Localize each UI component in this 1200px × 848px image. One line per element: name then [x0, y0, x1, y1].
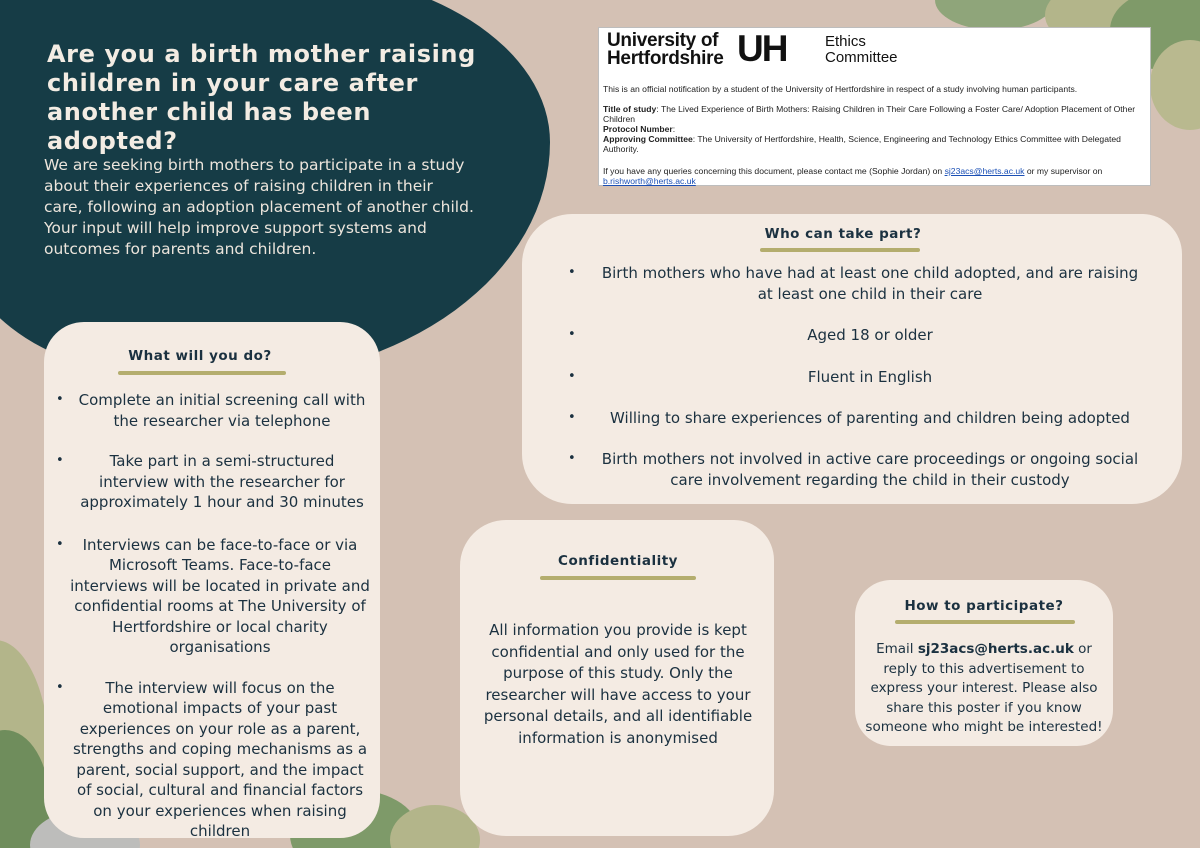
how-to-participate-underline: [895, 620, 1075, 624]
who-can-take-part-title: Who can take part?: [764, 226, 922, 242]
ethics-contact: If you have any queries concerning this document, please contact me (Sophie Jordan) on sj23acs@herts.ac.uk or my supervisor on b.rishworth@herts.ac.uk: [603, 166, 1103, 186]
list-item: • Interviews can be face-to-face or via Microsoft Teams. Face-to-face interviews will be located in private and confidential rooms at The University of Hertfordshire or local charity organisations: [56, 535, 370, 656]
what-you-do-underline: [118, 371, 286, 375]
how-to-participate-title: How to participate?: [904, 598, 1064, 614]
intro-text: We are seeking birth mothers to participate in a study about their experiences of raising children in their care, following an adoption placement of another child. Your input will help improve support systems and outcomes for parents and children.: [44, 156, 474, 258]
confidentiality-text: All information you provide is kept confidential and only used for the purpose of this study. Only the researcher will have access to your personal details, and all identifiable information is anonymised: [483, 621, 753, 747]
supervisor-email-link[interactable]: b.rishworth@herts.ac.uk: [603, 176, 696, 186]
list-item: • Birth mothers not involved in active care proceedings or ongoing social care involvement regarding the child in their custody: [568, 450, 1139, 489]
what-you-do-title: What will you do?: [128, 348, 272, 364]
ethics-protocol: Protocol Number:: [603, 124, 676, 134]
contact-email-link[interactable]: sj23acs@herts.ac.uk: [944, 166, 1025, 176]
list-item: • Complete an initial screening call with the researcher via telephone: [56, 391, 366, 430]
who-can-take-part-underline: [760, 248, 920, 252]
ethics-notice-text: This is an official notification by a student of the University of Hertfordshire in respect of a study involving human participants.: [603, 84, 1078, 94]
who-can-take-part-list: [568, 263, 1156, 490]
what-you-do-list: [56, 390, 376, 842]
confidentiality-title: Confidentiality: [558, 553, 678, 569]
list-item: • Willing to share experiences of parenting and children being adopted: [568, 409, 1130, 427]
ethics-committee-label: Ethics Committee: [825, 33, 898, 66]
list-item: • Fluent in English: [568, 368, 933, 386]
list-item: • The interview will focus on the emotional impacts of your past experiences on your role as a parent, strengths and coping mechanisms as a parent, social support, and the impact of social, cultural and financial factors on your experiences when raising children: [56, 678, 368, 840]
ethics-study-title: Title of study: The Lived Experience of Birth Mothers: Raising Children in Their Care Following a Foster Care/ Adoption Placement of Other Children: [603, 104, 1136, 124]
confidentiality-underline: [540, 576, 696, 580]
list-item: • Birth mothers who have had at least one child adopted, and are raising at least one child in their care: [568, 264, 1139, 303]
participate-email[interactable]: sj23acs@herts.ac.uk: [917, 641, 1074, 657]
uh-logo: UH: [737, 28, 787, 69]
list-item: • Take part in a semi-structured interview with the researcher for approximately 1 hour and 30 minutes: [56, 452, 364, 511]
how-to-participate-text: Email sj23acs@herts.ac.uk or reply to this advertisement to express your interest. Please also share this poster if you know someone who might be interested!: [865, 641, 1103, 735]
ethics-approving-committee: Approving Committee: The University of Hertfordshire, Health, Science, Engineering and Technology Ethics Committee with Delegated Authority.: [603, 134, 1121, 154]
university-name: University of Hertfordshire: [607, 30, 724, 69]
list-item: • Aged 18 or older: [568, 326, 933, 344]
headline: Are you a birth mother raising children in your care after another child has been adopted?: [47, 40, 476, 155]
ethics-notice: [598, 27, 1151, 186]
